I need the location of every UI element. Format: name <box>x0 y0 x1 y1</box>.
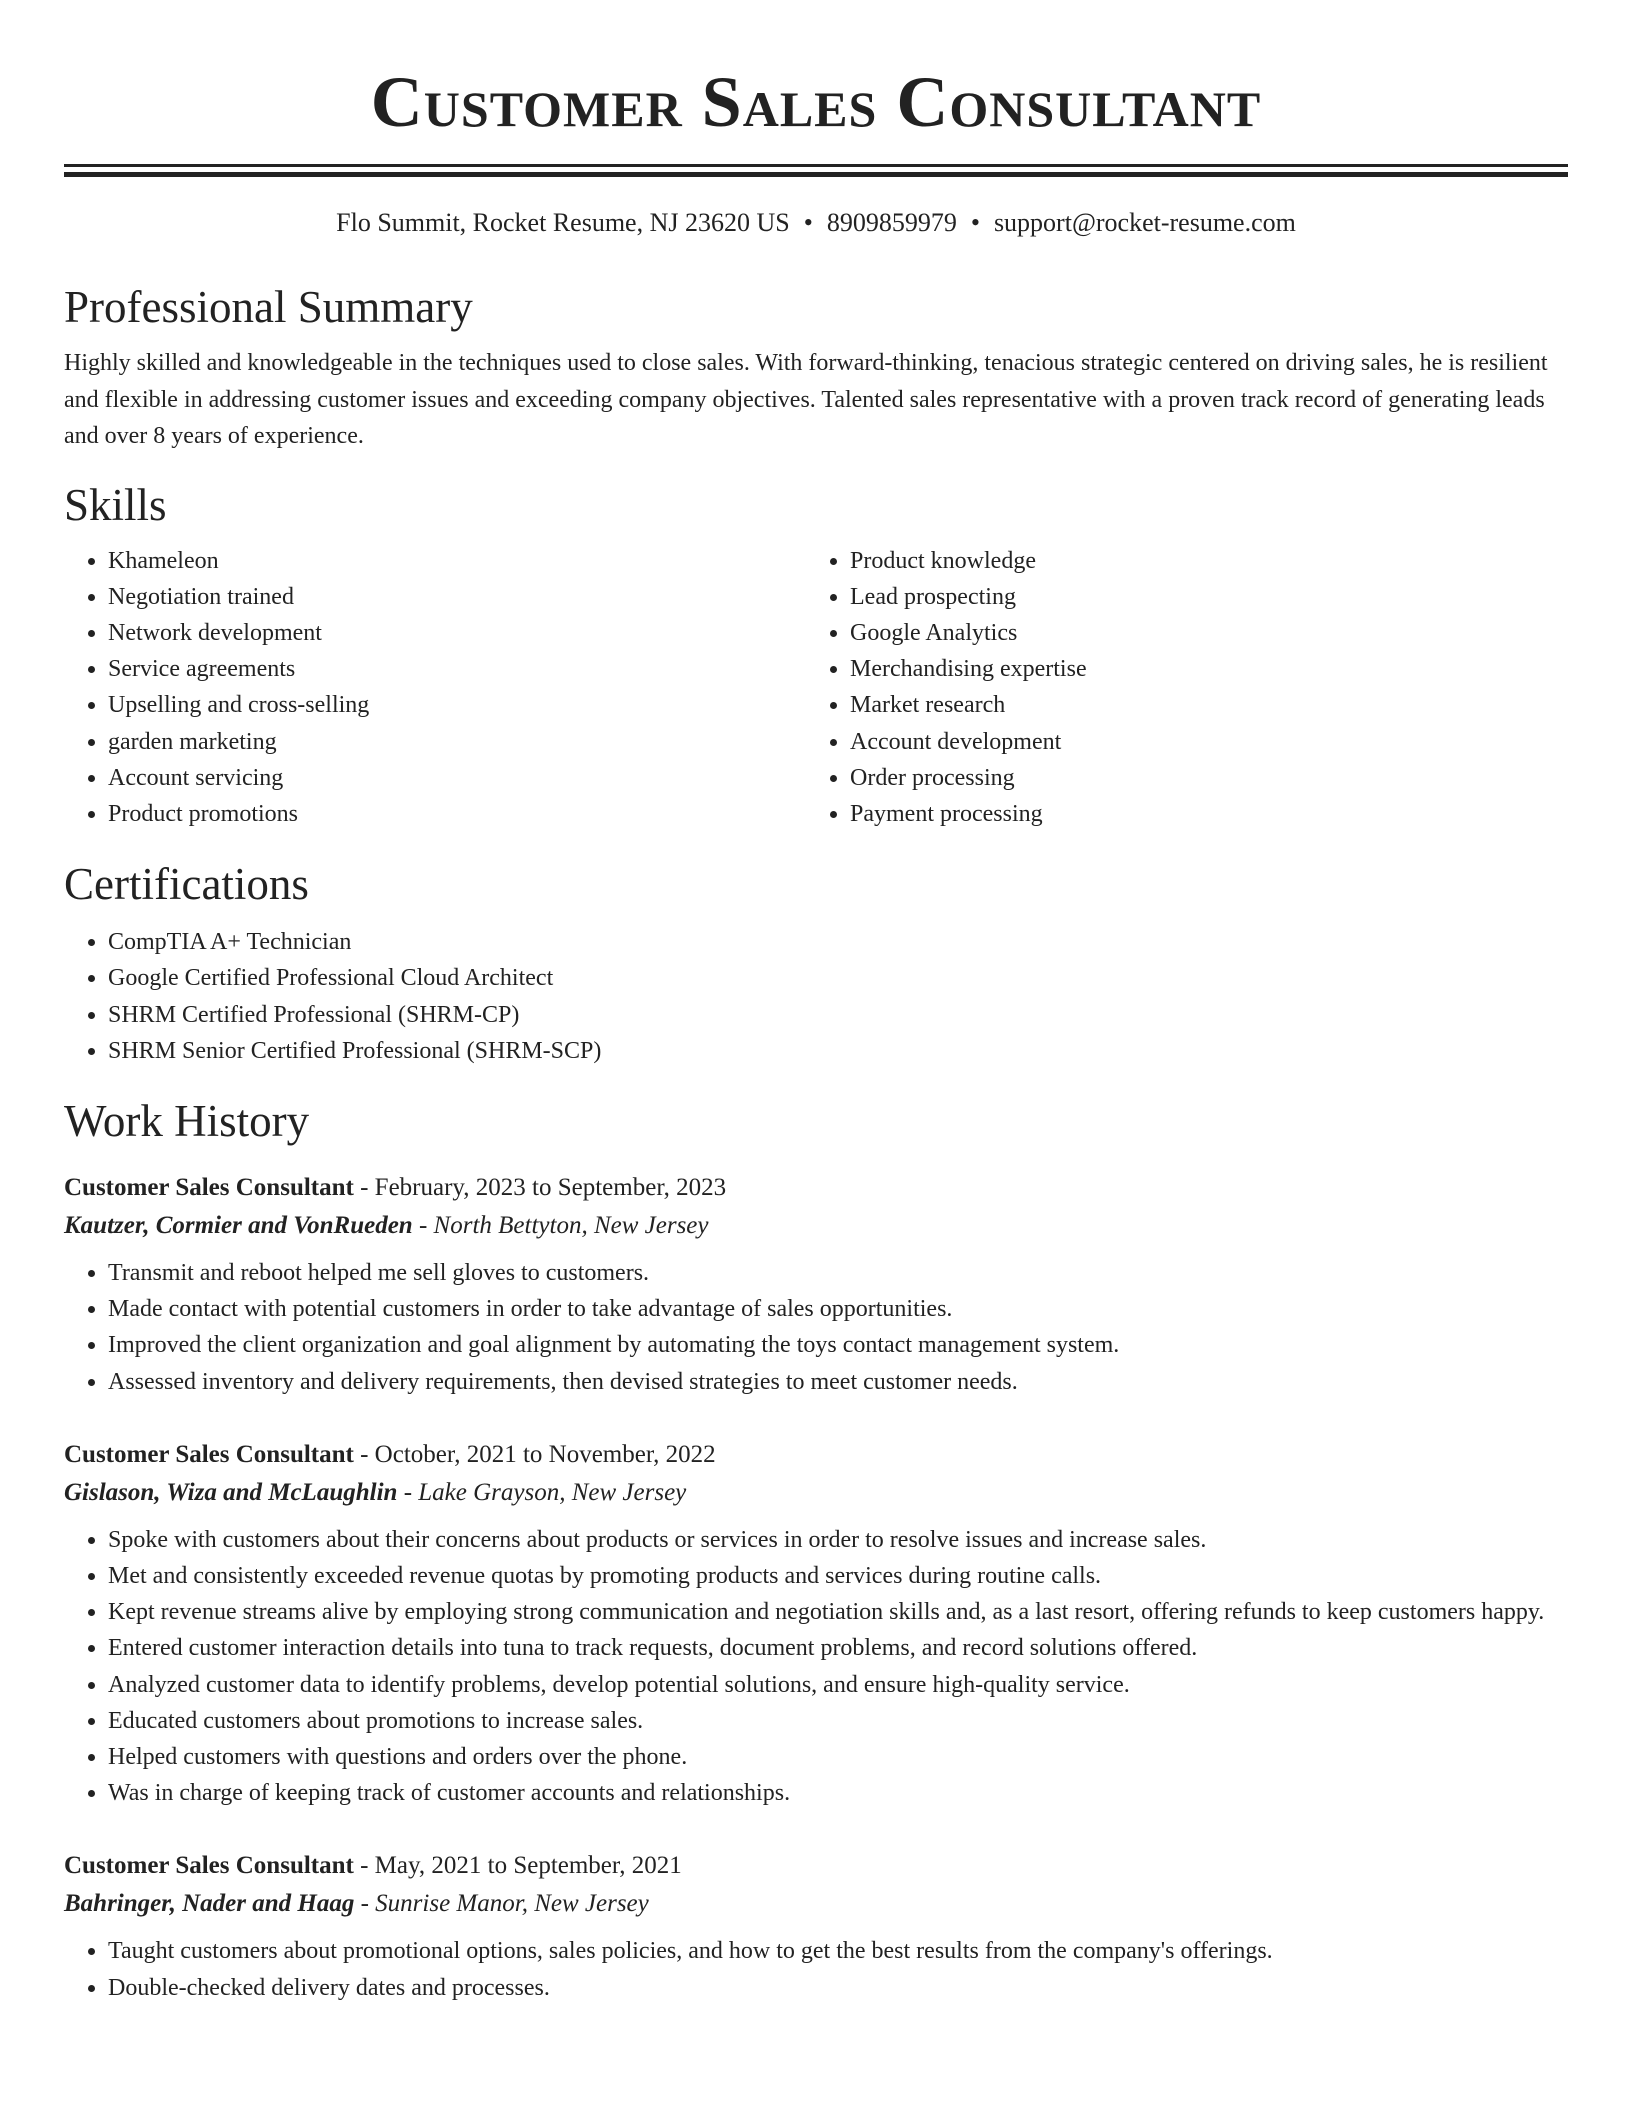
skill-item: • garden marketing <box>108 724 806 760</box>
job-bullet: • Helped customers with questions and orders over the phone. <box>108 1739 1568 1775</box>
job-company: Bahringer, Nader and Haag <box>64 1890 355 1918</box>
certifications-heading: Certifications <box>64 859 309 910</box>
contact-address: Flo Summit, Rocket Resume, NJ 23620 US <box>336 208 790 237</box>
job-dash: - <box>397 1478 419 1506</box>
job-bullet: • Taught customers about promotional options, sales policies, and how to get the best results from the company's offerings. <box>108 1933 1568 1969</box>
skills-list-right <box>806 543 1548 833</box>
contact-email: support@rocket-resume.com <box>993 208 1296 237</box>
work-history-heading: Work History <box>64 1095 310 1146</box>
job-entry <box>64 1847 1568 2005</box>
skill-item: • Network development <box>108 615 806 651</box>
job-title-line <box>64 1436 1568 1474</box>
job-bullet: • Met and consistently exceeded revenue quotas by promoting products and services during routine calls. <box>108 1558 1568 1594</box>
job-bullets <box>64 1522 1568 1812</box>
job-company: Gislason, Wiza and McLaughlin <box>64 1478 398 1506</box>
certification-item: • SHRM Certified Professional (SHRM-CP) <box>108 997 1568 1033</box>
contact-line <box>64 207 1568 239</box>
contact-separator: • <box>803 208 813 237</box>
skill-item: • Account development <box>850 724 1548 760</box>
job-bullet: • Improved the client organization and goal alignment by automating the toys contact management system. <box>108 1327 1568 1363</box>
job-entry <box>64 1169 1568 1400</box>
skill-item: • Google Analytics <box>850 615 1548 651</box>
title-rule-thin <box>64 164 1568 167</box>
summary-heading: Professional Summary <box>64 282 473 332</box>
job-bullet: • Analyzed customer data to identify problems, develop potential solutions, and ensure high-quality service. <box>108 1667 1568 1703</box>
job-bullet: • Entered customer interaction details into tuna to track requests, document problems, and record solutions offered. <box>108 1630 1568 1666</box>
contact-separator: • <box>970 208 980 237</box>
job-bullet: • Kept revenue streams alive by employing strong communication and negotiation skills and, as a last resort, offering refunds to keep customers happy. <box>108 1594 1568 1630</box>
job-location: North Bettyton, New Jersey <box>433 1211 709 1239</box>
job-company-line <box>64 1474 1568 1512</box>
certifications-list <box>64 924 1568 1069</box>
skill-item: • Negotiation trained <box>108 579 806 615</box>
certification-item: • SHRM Senior Certified Professional (SHRM-SCP) <box>108 1033 1568 1069</box>
job-dates: October, 2021 to November, 2022 <box>374 1440 716 1468</box>
skill-item: • Product knowledge <box>850 543 1548 579</box>
job-bullet: • Was in charge of keeping track of customer accounts and relationships. <box>108 1775 1568 1811</box>
skill-item: • Payment processing <box>850 796 1548 832</box>
job-bullets <box>64 1933 1568 2005</box>
job-title: Customer Sales Consultant <box>64 1173 354 1201</box>
job-title: Customer Sales Consultant <box>64 1440 354 1468</box>
job-title-line <box>64 1847 1568 1885</box>
job-company: Kautzer, Cormier and VonRueden <box>64 1211 413 1239</box>
job-dash: - <box>412 1211 434 1239</box>
job-title-line <box>64 1169 1568 1207</box>
skill-item: • Product promotions <box>108 796 806 832</box>
certification-item: • CompTIA A+ Technician <box>108 924 1568 960</box>
job-dates: February, 2023 to September, 2023 <box>374 1173 727 1201</box>
skills-column-right <box>806 543 1548 833</box>
skill-item: • Service agreements <box>108 651 806 687</box>
job-entry <box>64 1436 1568 1812</box>
job-bullet: • Spoke with customers about their concerns about products or services in order to resolve issues and increase sales. <box>108 1522 1568 1558</box>
job-bullets <box>64 1255 1568 1400</box>
skill-item: • Market research <box>850 687 1548 723</box>
skill-item: • Khameleon <box>108 543 806 579</box>
skills-columns <box>64 543 1568 833</box>
job-dates: May, 2021 to September, 2021 <box>374 1852 682 1880</box>
skill-item: • Order processing <box>850 760 1548 796</box>
skill-item: • Upselling and cross-selling <box>108 687 806 723</box>
job-bullet: • Transmit and reboot helped me sell gloves to customers. <box>108 1255 1568 1291</box>
job-bullet: • Educated customers about promotions to increase sales. <box>108 1703 1568 1739</box>
job-bullet: • Assessed inventory and delivery requirements, then devised strategies to meet customer needs. <box>108 1364 1568 1400</box>
skills-heading: Skills <box>64 479 167 530</box>
skill-item: • Account servicing <box>108 760 806 796</box>
certification-item: • Google Certified Professional Cloud Architect <box>108 960 1568 996</box>
skill-item: • Merchandising expertise <box>850 651 1548 687</box>
title-rule-thick <box>64 172 1568 177</box>
job-company-line <box>64 1207 1568 1245</box>
skills-column-left <box>64 543 806 833</box>
job-dash: - <box>354 1890 376 1918</box>
resume-title: Customer Sales Consultant <box>370 62 1262 142</box>
job-location: Sunrise Manor, New Jersey <box>375 1890 649 1918</box>
job-bullet: • Made contact with potential customers in order to take advantage of sales opportunities. <box>108 1291 1568 1327</box>
job-bullet: • Double-checked delivery dates and processes. <box>108 1970 1568 2006</box>
summary-text: Highly skilled and knowledgeable in the techniques used to close sales. With forward-thinking, tenacious strategic centered on driving sales, he is resilient and flexible in addressing customer issues and exceeding company objectives. Talented sales representative with a proven track record of generating leads and over 8 years of experience. <box>64 350 1548 449</box>
job-title: Customer Sales Consultant <box>64 1852 354 1880</box>
job-dash: - <box>353 1173 375 1201</box>
job-company-line <box>64 1885 1568 1923</box>
contact-phone: 8909859979 <box>826 208 957 237</box>
job-dash: - <box>353 1852 375 1880</box>
job-location: Lake Grayson, New Jersey <box>418 1478 687 1506</box>
skills-list-left <box>64 543 806 833</box>
skill-item: • Lead prospecting <box>850 579 1548 615</box>
job-dash: - <box>353 1440 375 1468</box>
